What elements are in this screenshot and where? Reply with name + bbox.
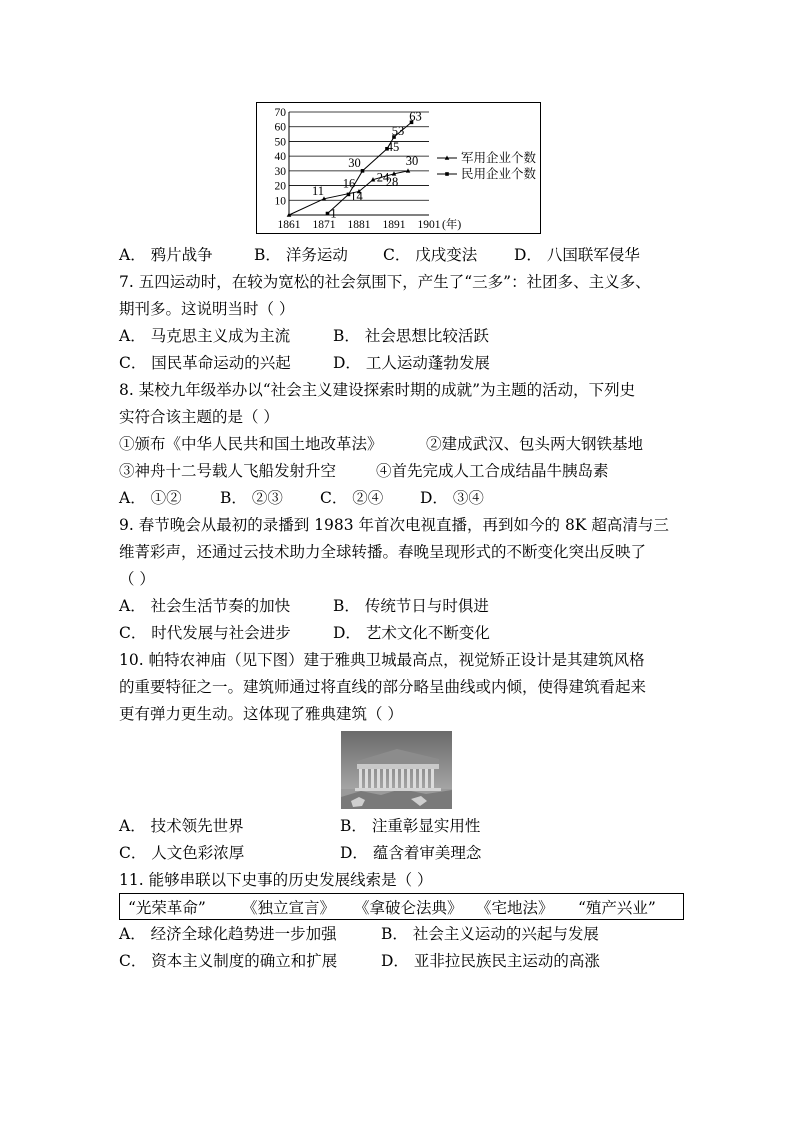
q6-option-a[interactable]: A． 鸦片战争 xyxy=(119,246,213,264)
q9-stem-line1: 9. 春节晚会从最初的录播到 1983 年首次电视直播，再到如今的 8K 超高清与三 xyxy=(119,516,669,534)
x-tick-label: 1861 xyxy=(277,219,301,231)
data-label: 1 xyxy=(330,206,337,221)
q11-events-box xyxy=(119,893,684,920)
q11-option-a[interactable]: A． 经济全球化趋势进一步加强 xyxy=(119,925,337,943)
q9-option-d[interactable]: D． 艺术文化不断变化 xyxy=(333,624,490,642)
q11-option-b[interactable]: B． 社会主义运动的兴起与发展 xyxy=(381,925,599,943)
q10-stem-line3: 更有弹力更生动。这体现了雅典建筑（ ） xyxy=(119,705,403,723)
q8-statement-2: ②建成武汉、包头两大钢铁基地 xyxy=(426,435,644,453)
event-declaration-of-independence: 《独立宣言》 xyxy=(242,899,336,917)
q8-option-c[interactable]: C． ②④ xyxy=(320,489,384,507)
q7-option-b[interactable]: B． 社会思想比较活跃 xyxy=(333,327,489,345)
q9-option-b[interactable]: B． 传统节日与时俱进 xyxy=(333,597,489,615)
q8-option-a[interactable]: A． ①② xyxy=(119,489,182,507)
data-point xyxy=(326,212,330,216)
q6-option-b[interactable]: B． 洋务运动 xyxy=(254,246,348,264)
q7-option-c[interactable]: C． 国民革命运动的兴起 xyxy=(119,354,291,372)
data-label: 63 xyxy=(409,109,422,124)
x-tick-label: 1891 xyxy=(382,219,406,231)
enterprise-count-chart xyxy=(256,102,541,234)
y-tick-label: 30 xyxy=(274,165,286,178)
q8-stem-line2: 实符合该主题的是（ ） xyxy=(119,408,279,426)
q8-statement-4: ④首先完成人工合成结晶牛胰岛素 xyxy=(376,462,609,480)
legend-label: 军用企业个数 xyxy=(461,151,537,165)
x-unit-label: (年) xyxy=(442,219,462,231)
y-tick-label: 70 xyxy=(274,107,286,119)
y-tick-label: 60 xyxy=(274,121,286,134)
q7-option-a[interactable]: A． 马克思主义成为主流 xyxy=(119,327,291,345)
parthenon-photo xyxy=(341,731,452,809)
legend-marker xyxy=(445,172,449,176)
q7-option-d[interactable]: D． 工人运动蓬勃发展 xyxy=(333,354,490,372)
chart-svg xyxy=(257,103,540,233)
q10-stem-line1: 10. 帕特农神庙（见下图）建于雅典卫城最高点，视觉矫正设计是其建筑风格 xyxy=(119,651,645,669)
q10-option-d[interactable]: D． 蕴含着审美理念 xyxy=(340,844,482,862)
data-label: 30 xyxy=(348,155,361,170)
q8-stem-line1: 8. 某校九年级举办以“社会主义建设探索时期的成就”为主题的活动，下列史 xyxy=(119,381,636,399)
q11-option-d[interactable]: D． 亚非拉民族民主运动的高涨 xyxy=(381,952,600,970)
q7-stem-line1: 7. 五四运动时，在较为宽松的社会氛围下，产生了“三多”：社团多、主义多、 xyxy=(119,273,651,291)
legend-label: 民用企业个数 xyxy=(461,167,537,181)
data-label: 30 xyxy=(405,153,419,168)
data-label: 11 xyxy=(311,183,325,198)
data-label: 45 xyxy=(386,139,400,154)
data-label: 28 xyxy=(385,174,399,189)
x-tick-label: 1881 xyxy=(347,219,371,231)
q8-statement-1: ①颁布《中华人民共和国土地改革法》 xyxy=(119,435,383,453)
q7-stem-line2: 期刊多。这说明当时（ ） xyxy=(119,300,295,318)
y-tick-label: 50 xyxy=(274,136,286,149)
x-tick-label: 1901 xyxy=(417,219,441,231)
q8-statement-3: ③神舟十二号载人飞船发射升空 xyxy=(119,462,337,480)
data-point xyxy=(361,169,365,173)
q10-stem-line2: 的重要特征之一。建筑师通过将直线的部分略呈曲线或内倾，使得建筑看起来 xyxy=(119,678,647,696)
event-shokusan-kogyo: “殖产兴业” xyxy=(578,899,656,917)
q11-option-c[interactable]: C． 资本主义制度的确立和扩展 xyxy=(119,952,338,970)
q6-option-c[interactable]: C． 戊戌变法 xyxy=(383,246,478,264)
q10-option-c[interactable]: C． 人文色彩浓厚 xyxy=(119,844,245,862)
q9-option-a[interactable]: A． 社会生活节奏的加快 xyxy=(119,597,291,615)
data-label: 53 xyxy=(391,124,405,139)
x-tick-label: 1871 xyxy=(312,219,336,231)
event-napoleonic-code: 《拿破仑法典》 xyxy=(354,899,463,917)
data-label: 16 xyxy=(342,176,356,191)
q11-stem: 11. 能够串联以下史事的历史发展线索是（ ） xyxy=(119,871,433,889)
event-glorious-revolution: “光荣革命” xyxy=(128,899,206,917)
y-tick-label: 10 xyxy=(274,195,286,208)
q9-stem-line3: （ ） xyxy=(119,570,155,588)
q9-option-c[interactable]: C． 时代发展与社会进步 xyxy=(119,624,291,642)
y-tick-label: 20 xyxy=(274,180,286,193)
q9-stem-line2: 维菁彩声，还通过云技术助力全球转播。春晚呈现形式的不断变化突出反映了 xyxy=(119,543,647,561)
data-label: 24 xyxy=(376,170,390,185)
data-label: 14 xyxy=(350,189,363,204)
q6-option-d[interactable]: D． 八国联军侵华 xyxy=(514,246,640,264)
q8-option-b[interactable]: B． ②③ xyxy=(220,489,283,507)
q10-option-b[interactable]: B． 注重彰显实用性 xyxy=(340,817,481,835)
y-tick-label: 40 xyxy=(274,151,286,164)
q10-option-a[interactable]: A． 技术领先世界 xyxy=(119,817,244,835)
event-homestead-act: 《宅地法》 xyxy=(476,899,554,917)
q8-option-d[interactable]: D． ③④ xyxy=(420,489,484,507)
